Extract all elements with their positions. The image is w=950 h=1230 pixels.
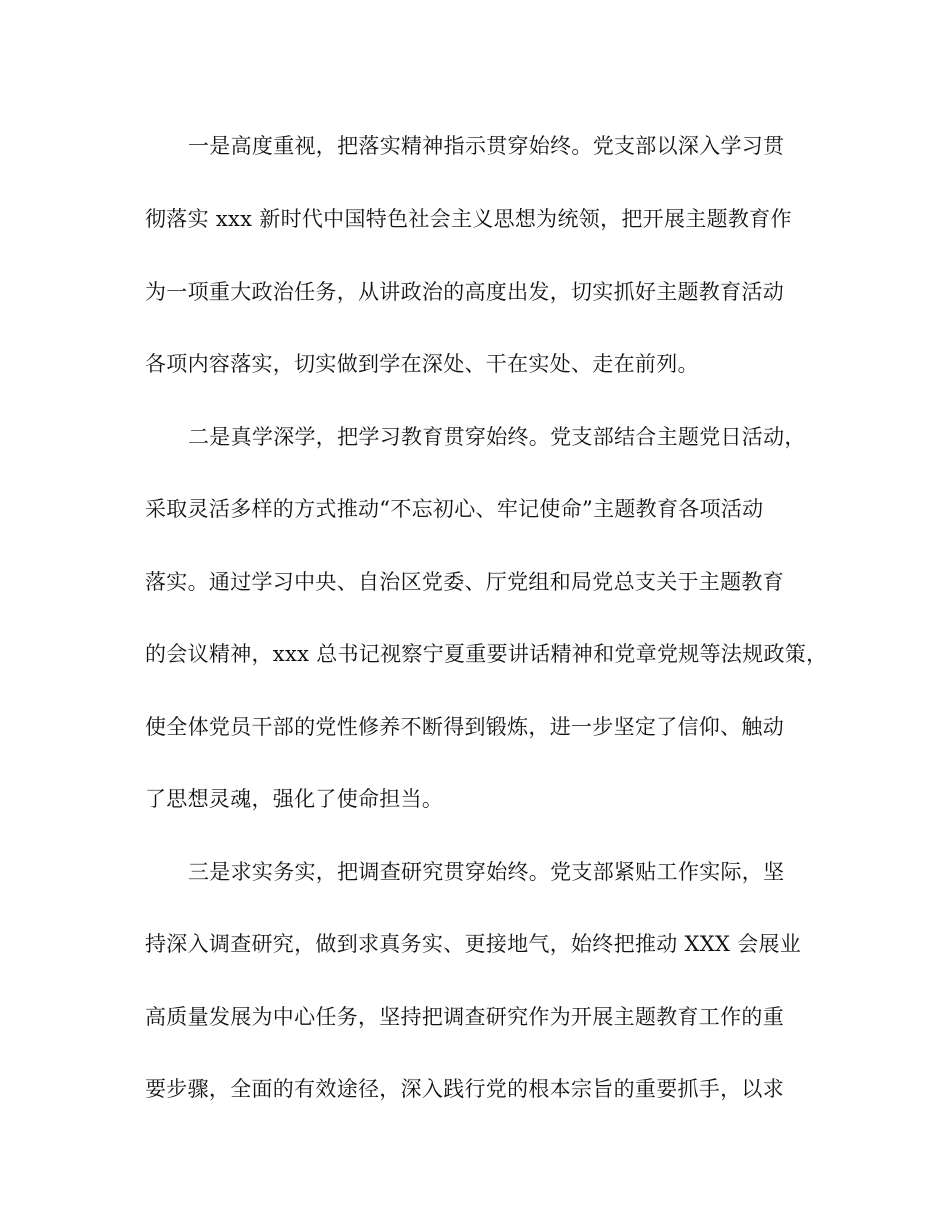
- paragraph-1-line-3: 为一项重大政治任务，从讲政治的高度出发，切实抓好主题教育活动: [145, 280, 784, 304]
- paragraph-3-line-2: 持深入调查研究，做到求真务实、更接地气，始终把推动 XXX 会展业: [145, 932, 802, 956]
- paragraph-2-line-6: 了思想灵魂，强化了使命担当。: [145, 787, 444, 811]
- paragraph-3-line-1: 三是求实务实，把调查研究贯穿始终。党支部紧贴工作实际，坚: [188, 860, 785, 884]
- paragraph-1-line-1: 一是高度重视，把落实精神指示贯穿始终。党支部以深入学习贯: [188, 134, 785, 158]
- paragraph-2-line-5: 使全体党员干部的党性修养不断得到锻炼，进一步坚定了信仰、触动: [145, 715, 784, 739]
- paragraph-3-line-4: 要步骤，全面的有效途径，深入践行党的根本宗旨的重要抓手，以求: [145, 1077, 784, 1101]
- paragraph-2-line-3: 落实。通过学习中央、自治区党委、厅党组和局党总支关于主题教育: [145, 570, 784, 594]
- paragraph-2-line-4: 的会议精神，xxx 总书记视察宁夏重要讲话精神和党章党规等法规政策，: [145, 642, 828, 666]
- paragraph-3-line-3: 高质量发展为中心任务，坚持把调查研究作为开展主题教育工作的重: [145, 1005, 784, 1029]
- paragraph-2-line-2: 采取灵活多样的方式推动“不忘初心、牢记使命”主题教育各项活动: [145, 497, 764, 521]
- paragraph-1-line-2: 彻落实 xxx 新时代中国特色社会主义思想为统领，把开展主题教育作: [145, 207, 792, 231]
- paragraph-1-line-4: 各项内容落实，切实做到学在深处、干在实处、走在前列。: [145, 352, 699, 376]
- paragraph-2-line-1: 二是真学深学，把学习教育贯穿始终。党支部结合主题党日活动，: [188, 425, 806, 449]
